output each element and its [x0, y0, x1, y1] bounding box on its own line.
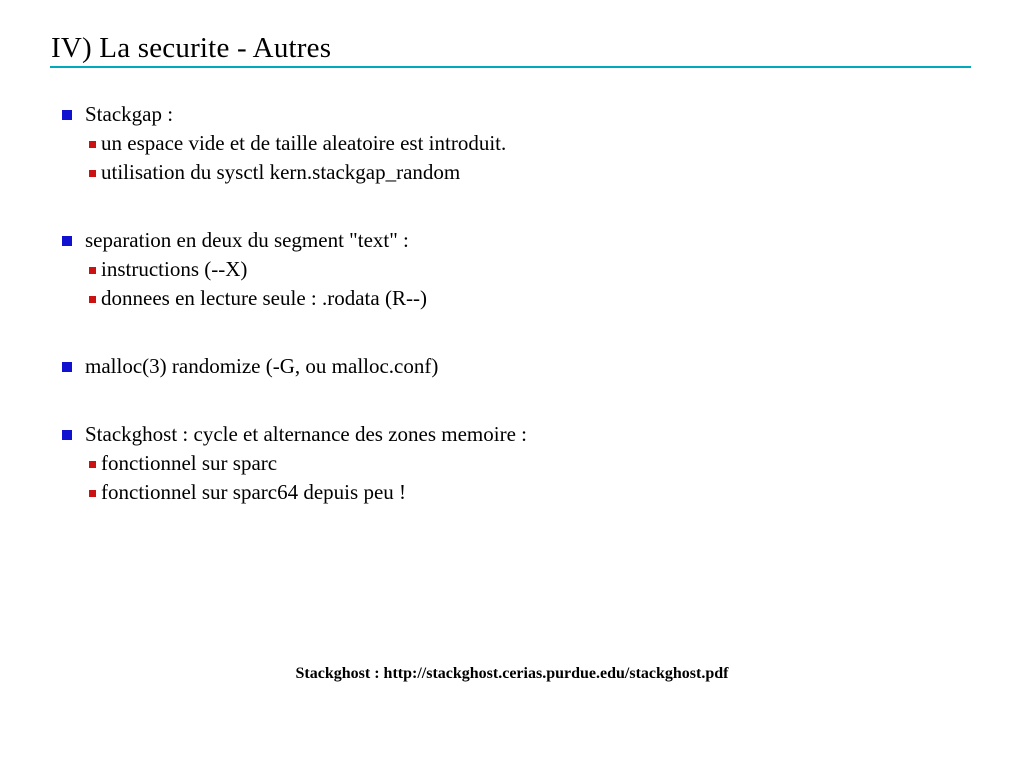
list-item-text: fonctionnel sur sparc64 depuis peu ! [101, 480, 407, 504]
blue-square-bullet-icon [62, 110, 72, 120]
title-underline-rule [50, 66, 971, 68]
list-item-text: instructions (--X) [101, 257, 248, 281]
bullet-group [51, 352, 971, 381]
red-square-bullet-icon [89, 461, 96, 468]
list-item-text: donnees en lecture seule : .rodata (R--) [101, 286, 427, 310]
red-square-bullet-icon [89, 296, 96, 303]
list-item [51, 100, 971, 129]
bullet-list [51, 100, 971, 507]
list-item-text: separation en deux du segment "text" : [85, 228, 409, 252]
footer-reference: Stackghost : http://stackghost.cerias.purdue.edu/stackghost.pdf [295, 665, 729, 682]
red-square-bullet-icon [89, 141, 96, 148]
list-item-text: un espace vide et de taille aleatoire est introduit. [101, 131, 507, 155]
bullet-group [51, 420, 971, 507]
list-item [51, 352, 971, 381]
blue-square-bullet-icon [62, 430, 72, 440]
list-item-text: Stackgap : [85, 102, 174, 126]
list-item-text: malloc(3) randomize (-G, ou malloc.conf) [85, 354, 439, 378]
blue-square-bullet-icon [62, 362, 72, 372]
list-item [51, 226, 971, 255]
list-item-text: Stackghost : cycle et alternance des zones memoire : [85, 422, 527, 446]
sub-list-item [51, 255, 971, 284]
red-square-bullet-icon [89, 490, 96, 497]
blue-square-bullet-icon [62, 236, 72, 246]
list-item [51, 420, 971, 449]
page-title: IV) La securite - Autres [51, 32, 332, 64]
bullet-group [51, 100, 971, 187]
list-item-text: utilisation du sysctl kern.stackgap_random [101, 160, 461, 184]
sub-list-item [51, 478, 971, 507]
sub-list-item [51, 129, 971, 158]
red-square-bullet-icon [89, 170, 96, 177]
sub-list-item [51, 449, 971, 478]
sub-list-item [51, 158, 971, 187]
red-square-bullet-icon [89, 267, 96, 274]
list-item-text: fonctionnel sur sparc [101, 451, 278, 475]
bullet-group [51, 226, 971, 313]
sub-list-item [51, 284, 971, 313]
